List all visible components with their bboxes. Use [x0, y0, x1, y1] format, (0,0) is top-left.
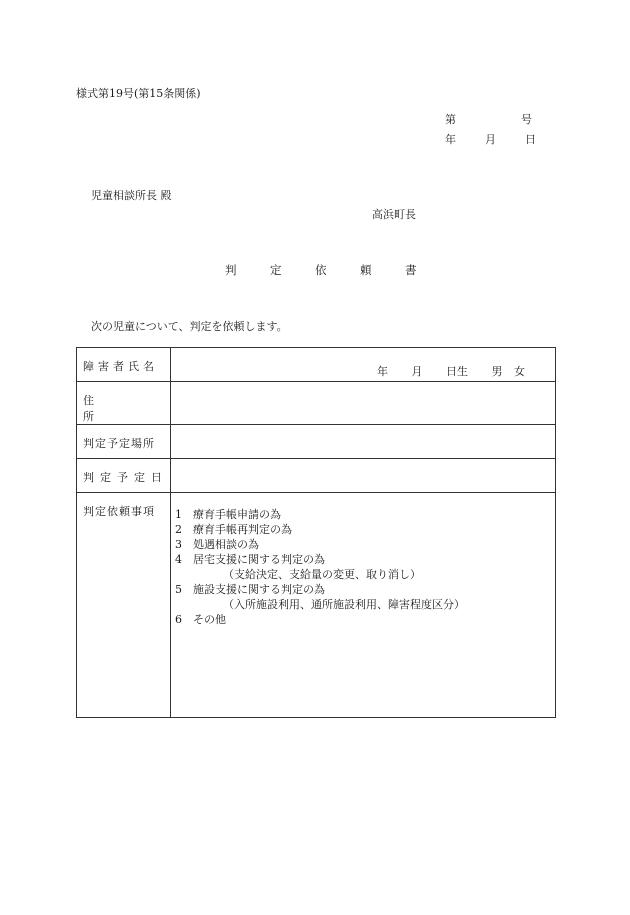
birth-month-label: 月	[411, 365, 423, 378]
table-row	[77, 348, 556, 382]
addressee: 児童相談所長 殿	[91, 189, 172, 202]
row-label-date: 判定予定日	[77, 459, 171, 493]
sender: 高浜町長	[372, 208, 416, 221]
list-item: 2 療育手帳再判定の為	[175, 523, 292, 536]
date-day: 日	[525, 133, 536, 146]
birth-day-label: 日生	[446, 365, 468, 378]
request-items-cell	[171, 493, 556, 718]
doc-number-prefix: 第	[445, 113, 456, 126]
row-label-name: 障害者氏名	[77, 348, 171, 382]
title-char: 頼	[360, 263, 372, 277]
table-row	[77, 425, 556, 459]
form-number: 様式第19号(第15条関係)	[76, 87, 201, 100]
table-row	[77, 459, 556, 493]
date-month: 月	[485, 133, 496, 146]
title-char: 依	[315, 263, 327, 277]
list-item-note: （入所施設利用、通所施設利用、障害程度区分）	[223, 598, 465, 611]
doc-number-suffix: 号	[521, 113, 532, 126]
birth-year-label: 年	[377, 365, 388, 378]
title-char: 判	[225, 263, 237, 277]
gender-male[interactable]: 男	[491, 365, 503, 378]
request-form-table	[76, 347, 556, 718]
title-char: 定	[270, 263, 282, 277]
issue-date	[445, 131, 536, 147]
document-title	[225, 262, 447, 278]
list-item: 3 処遇相談の為	[175, 538, 259, 551]
table-row	[77, 493, 556, 718]
list-item-note: （支給決定、支給量の変更、取り消し）	[223, 568, 421, 581]
title-char: 書	[405, 263, 417, 277]
list-item: 4 居宅支援に関する判定の為 （支給決定、支給量の変更、取り消し）	[175, 552, 555, 582]
gender-female[interactable]: 女	[514, 365, 525, 378]
list-item: 6 その他	[175, 613, 226, 626]
row-label-place: 判定予定場所	[77, 425, 171, 459]
list-item: 5 施設支援に関する判定の為 （入所施設利用、通所施設利用、障害程度区分）	[175, 582, 555, 612]
row-label-address: 住所	[77, 382, 171, 425]
name-field[interactable]	[171, 348, 556, 382]
birth-date-gender	[357, 363, 525, 379]
doc-number	[445, 111, 532, 127]
list-item: 1 療育手帳申請の為	[175, 508, 281, 521]
date-year: 年	[445, 133, 456, 146]
date-field[interactable]	[171, 459, 556, 493]
row-label-items: 判定依頼事項	[77, 493, 171, 718]
intro-text: 次の児童について、判定を依頼します。	[91, 320, 288, 333]
address-field[interactable]	[171, 382, 556, 425]
request-items-list	[171, 493, 555, 627]
table-row	[77, 382, 556, 425]
place-field[interactable]	[171, 425, 556, 459]
